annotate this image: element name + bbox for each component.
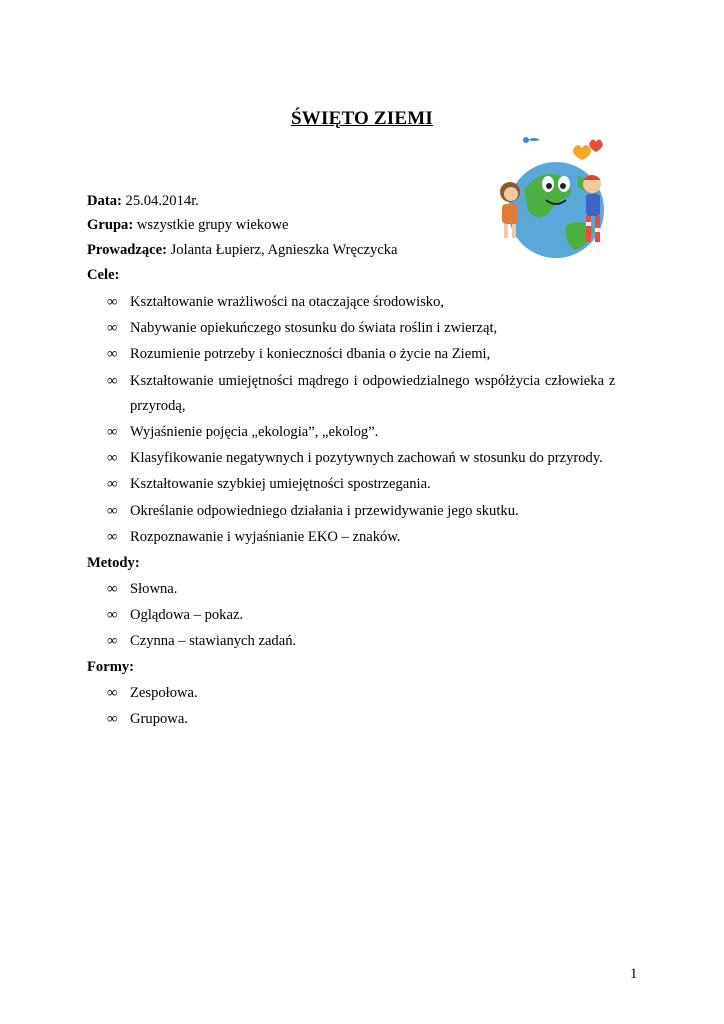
bullet-icon: ∞ xyxy=(107,294,118,310)
cele-item: Kształtowanie wrażliwości na otaczające środowisko, xyxy=(130,294,445,310)
bullet-icon: ∞ xyxy=(107,529,118,545)
grupa-row xyxy=(87,216,288,234)
formy-item: Zespołowa. xyxy=(130,685,198,701)
formy-item: Grupowa. xyxy=(130,711,188,727)
bullet-icon: ∞ xyxy=(107,450,118,466)
bullet-icon: ∞ xyxy=(107,503,118,519)
data-label: Data: xyxy=(87,193,122,209)
grupa-label: Grupa: xyxy=(87,217,134,233)
cele-item: Nabywanie opiekuńczego stosunku do świata roślin i zwierząt, xyxy=(130,320,498,336)
bullet-icon: ∞ xyxy=(107,476,118,492)
metody-item: Oglądowa – pokaz. xyxy=(130,607,244,623)
cele-item: Kształtowanie umiejętności mądrego i odpowiedzialnego współżycia człowieka z xyxy=(130,373,616,389)
cele-item: Kształtowanie szybkiej umiejętności spostrzegania. xyxy=(130,476,431,492)
cele-item: Rozpoznawanie i wyjaśnianie EKO – znaków. xyxy=(130,529,401,545)
cele-item: Rozumienie potrzeby i konieczności dbania o życie na Ziemi, xyxy=(130,346,491,362)
metody-item: Słowna. xyxy=(130,581,178,597)
cele-item: Klasyfikowanie negatywnych i pozytywnych zachowań w stosunku do przyrody. xyxy=(130,450,603,466)
grupa-value: wszystkie grupy wiekowe xyxy=(136,217,289,233)
page-title: ŚWIĘTO ZIEMI xyxy=(291,108,433,129)
page-number: 1 xyxy=(630,966,638,982)
bullet-icon: ∞ xyxy=(107,424,118,440)
prowadzace-value: Jolanta Łupierz, Agnieszka Wręczycka xyxy=(170,242,398,258)
prowadzace-label: Prowadzące: xyxy=(87,242,167,258)
bullet-icon: ∞ xyxy=(107,633,118,649)
prowadzace-row xyxy=(87,241,398,259)
cele-item: Określanie odpowiedniego działania i przewidywanie jego skutku. xyxy=(130,503,519,519)
cele-heading: Cele: xyxy=(87,267,120,283)
earth-globe-illustration xyxy=(486,130,626,270)
bullet-icon: ∞ xyxy=(107,711,118,727)
bullet-icon: ∞ xyxy=(107,581,118,597)
metody-item: Czynna – stawianych zadań. xyxy=(130,633,297,649)
cele-item: Wyjaśnienie pojęcia „ekologia”, „ekolog”. xyxy=(130,424,379,440)
bullet-icon: ∞ xyxy=(107,685,118,701)
metody-heading: Metody: xyxy=(87,555,140,571)
data-row xyxy=(87,192,199,210)
bullet-icon: ∞ xyxy=(107,346,118,362)
bullet-icon: ∞ xyxy=(107,607,118,623)
bullet-icon: ∞ xyxy=(107,373,118,389)
cele-item-continuation: przyrodą, xyxy=(130,398,186,414)
formy-heading: Formy: xyxy=(87,659,135,675)
bullet-icon: ∞ xyxy=(107,320,118,336)
data-value: 25.04.2014r. xyxy=(125,193,199,209)
